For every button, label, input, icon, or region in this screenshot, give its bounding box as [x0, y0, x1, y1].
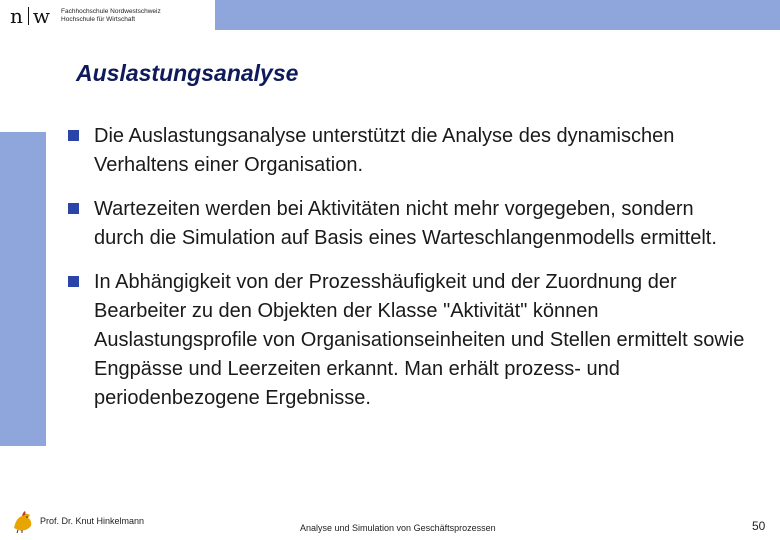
bullet-item [66, 268, 746, 413]
fhnw-logo [10, 4, 161, 28]
logo-line-2: Hochschule für Wirtschaft [61, 16, 136, 23]
header-accent-bar [215, 0, 780, 30]
square-bullet-icon [68, 203, 79, 214]
bullet-item [66, 122, 746, 180]
logo-divider [28, 7, 29, 25]
slide-title: Auslastungsanalyse [76, 60, 299, 86]
bullet-text: Die Auslastungsanalyse unterstützt die Analyse des dynamischen Verhaltens einer Organisation. [94, 125, 675, 176]
logo-text [61, 8, 161, 24]
rooster-logo-icon [10, 508, 38, 534]
footer-author: Prof. Dr. Knut Hinkelmann [40, 516, 145, 526]
logo-mark [10, 6, 51, 26]
logo-line-1: Fachhochschule Nordwestschweiz [61, 8, 161, 15]
side-accent-bar [0, 132, 46, 446]
footer-course: Analyse und Simulation von Geschäftsprozessen [300, 523, 496, 533]
square-bullet-icon [68, 130, 79, 141]
logo-letter-n: n [10, 4, 24, 28]
bullet-list [66, 122, 746, 413]
bullet-text: Wartezeiten werden bei Aktivitäten nicht mehr vorgegeben, sondern durch die Simulation auf Basis eines Warteschlangenmodells ermittelt. [94, 198, 717, 249]
page-number: 50 [752, 519, 766, 533]
footer-left [10, 508, 144, 534]
bullet-item [66, 195, 746, 253]
bullet-text: In Abhängigkeit von der Prozesshäufigkeit und der Zuordnung der Bearbeiter zu den Objekten der Klasse "Aktivität" können Auslastungsprofile von Organisationseinheiten und Stellen ermittelt sowie Engpässe und Leerzeiten erkannt. Man erhält prozess- und periodenbezogene Ergebnisse. [94, 271, 745, 409]
logo-letter-w: w [32, 4, 52, 28]
square-bullet-icon [68, 276, 79, 287]
